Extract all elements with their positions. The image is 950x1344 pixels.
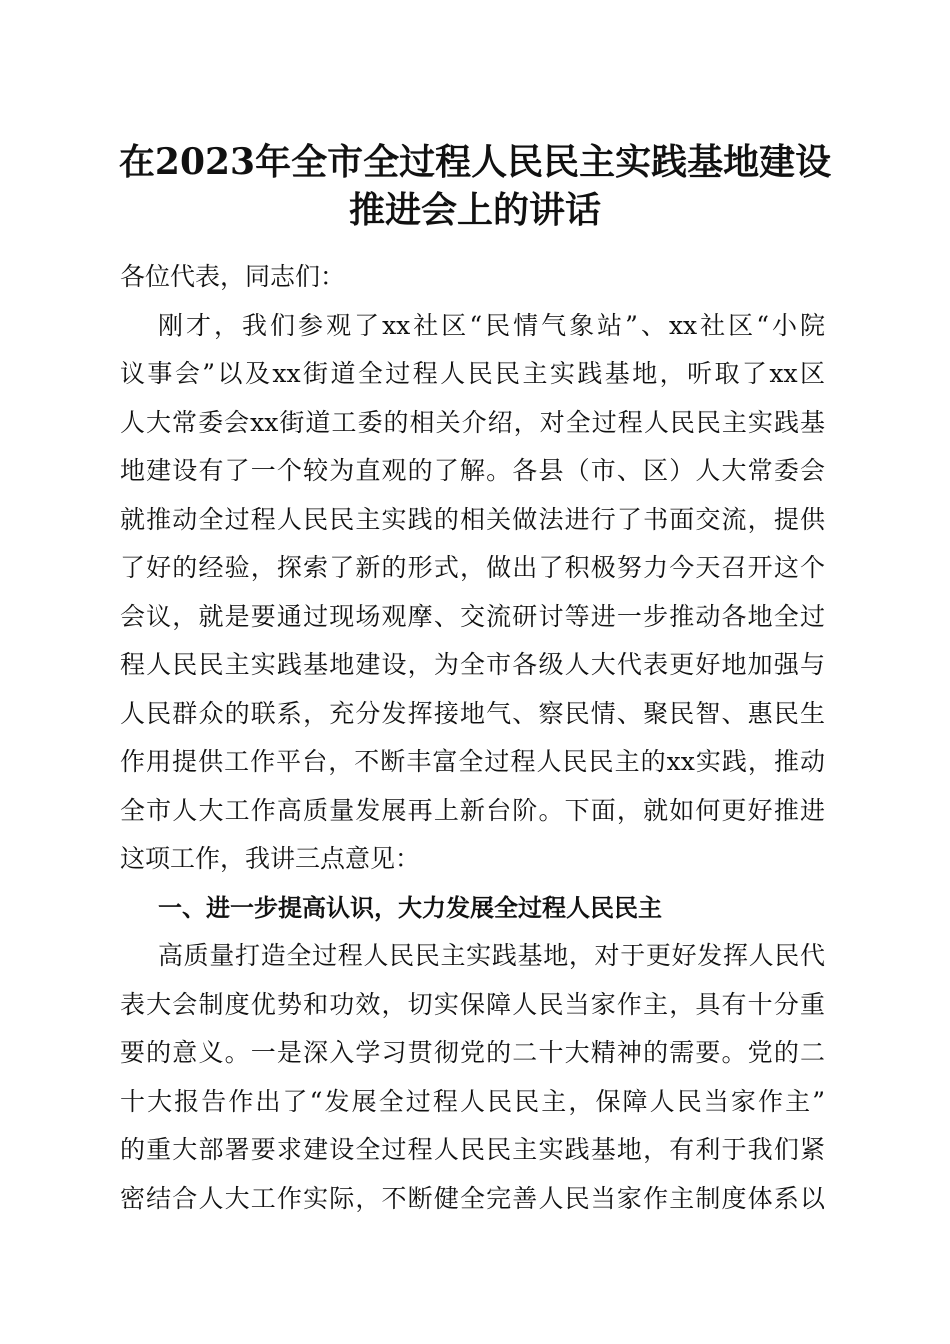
paragraph-line: 地建设有了一个较为直观的了解。各县（市、区）人大常委会 — [120, 456, 825, 485]
document-body — [120, 253, 825, 1223]
paragraph-line: 密结合人大工作实际，不断健全完善人民当家作主制度体系以 — [120, 1183, 825, 1213]
paragraph-2 — [120, 932, 825, 1223]
section-heading: 一、进一步提高认识，大力发展全过程人民民主 — [158, 893, 662, 922]
paragraph-line: 作用提供工作平台，不断丰富全过程人民民主的xx实践，推动 — [120, 747, 825, 776]
paragraph-line: 要的意义。一是深入学习贯彻党的二十大精神的需要。党的二 — [120, 1038, 825, 1067]
paragraph-line: 全市人大工作高质量发展再上新台阶。下面，就如何更好推进 — [120, 795, 825, 825]
title-line-2: 推进会上的讲话 — [348, 189, 601, 231]
paragraph-line: 议事会”以及xx街道全过程人民民主实践基地，听取了xx区 — [120, 359, 825, 388]
paragraph-line: 会议，就是要通过现场观摩、交流研讨等进一步推动各地全过 — [120, 601, 825, 631]
paragraph-line: 了好的经验，探索了新的形式，做出了积极努力今天召开这个 — [120, 553, 825, 582]
paragraph-line: 高质量打造全过程人民民主实践基地，对于更好发挥人民代 — [158, 941, 825, 970]
paragraph-1 — [120, 302, 825, 884]
paragraph-line: 表大会制度优势和功效，切实保障人民当家作主，具有十分重 — [120, 989, 825, 1019]
paragraph-line: 人民群众的联系，充分发挥接地气、察民情、聚民智、惠民生 — [120, 698, 825, 728]
document-title — [0, 138, 950, 234]
paragraph-line: 刚才，我们参观了xx社区“民情气象站”、xx社区“小院 — [158, 310, 825, 340]
title-line-1: 在2023年全市全过程人民民主实践基地建设 — [118, 141, 832, 183]
paragraph-line: 就推动全过程人民民主实践的相关做法进行了书面交流，提供 — [120, 504, 825, 534]
salutation: 各位代表，同志们： — [120, 262, 346, 291]
paragraph-line: 程人民民主实践基地建设，为全市各级人大代表更好地加强与 — [120, 650, 825, 679]
paragraph-line: 这项工作，我讲三点意见： — [120, 844, 421, 873]
paragraph-line: 人大常委会xx街道工委的相关介绍，对全过程人民民主实践基 — [120, 407, 825, 437]
paragraph-line: 的重大部署要求建设全过程人民民主实践基地，有利于我们紧 — [120, 1135, 825, 1164]
paragraph-line: 十大报告作出了“发展全过程人民民主，保障人民当家作主” — [120, 1086, 825, 1116]
